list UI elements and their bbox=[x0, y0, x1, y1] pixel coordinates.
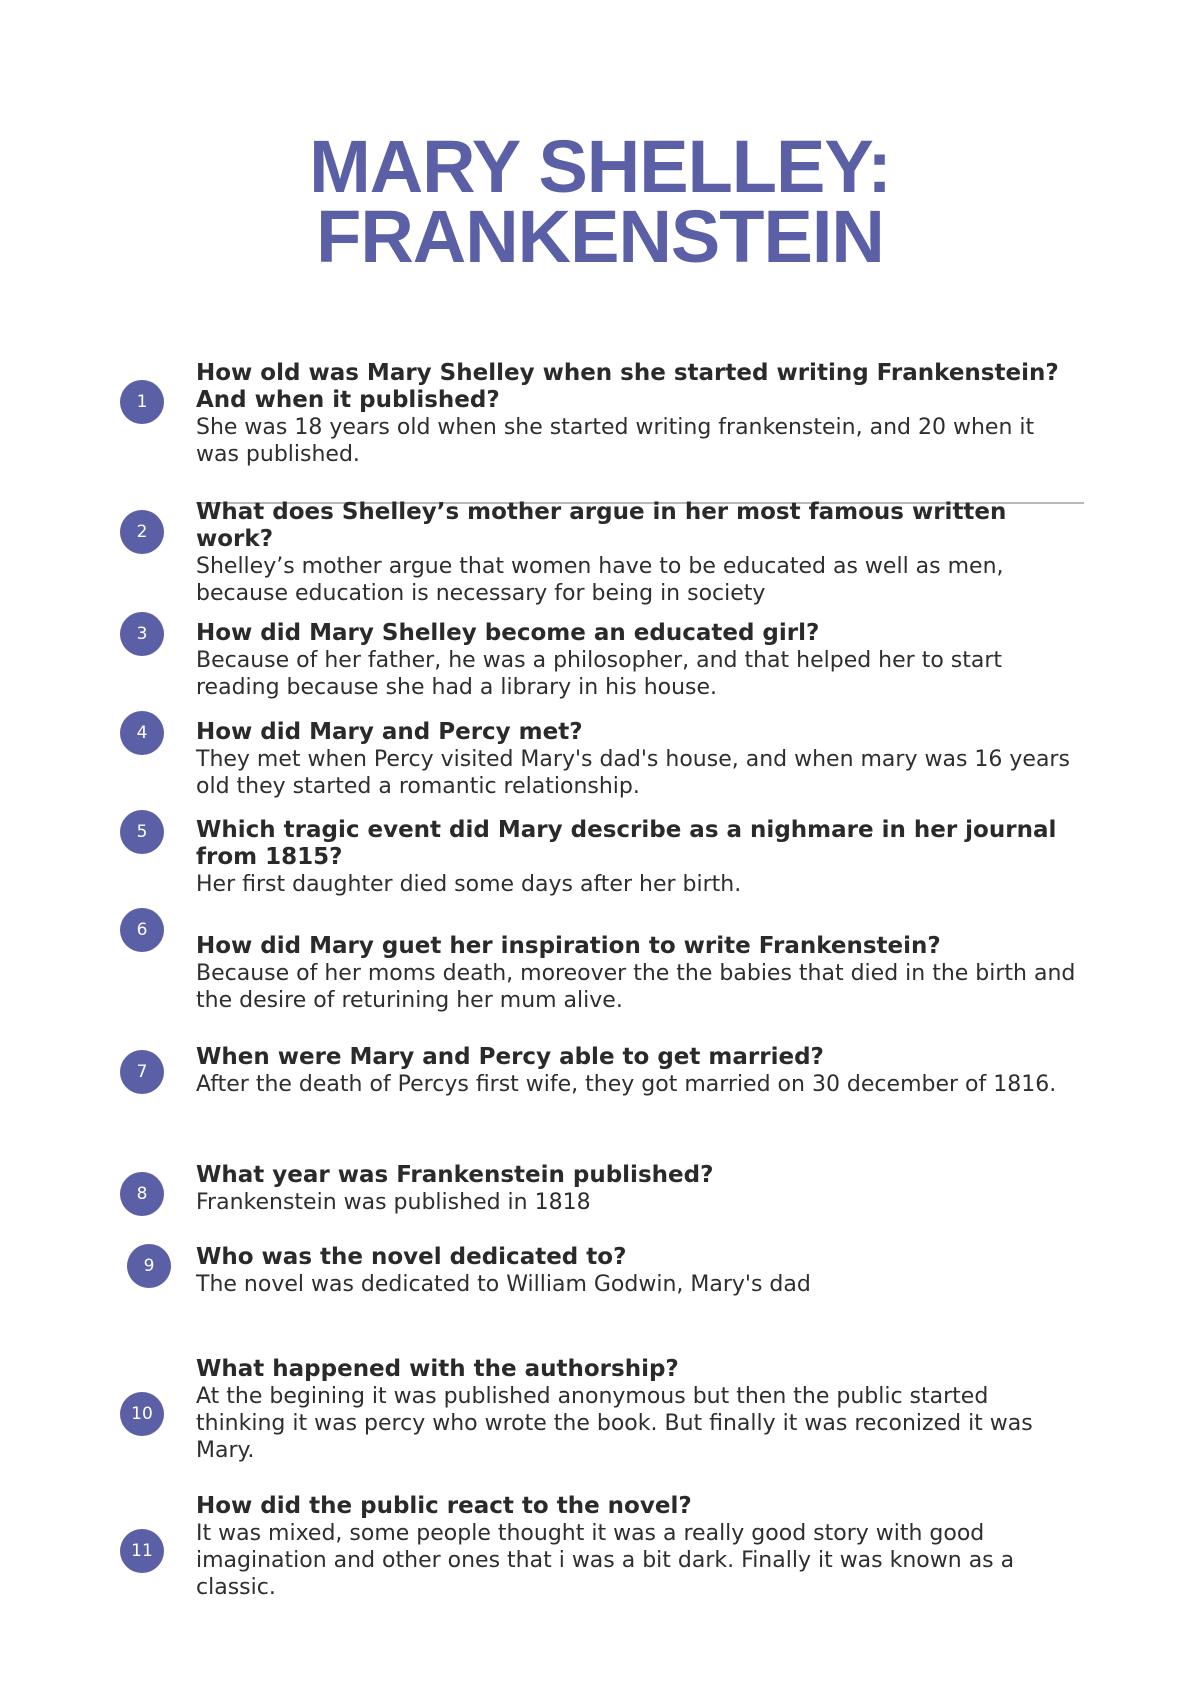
qa-text bbox=[196, 1244, 1076, 1298]
page-title bbox=[0, 125, 1200, 278]
answer: She was 18 years old when she started writing frankenstein, and 20 when it was published. bbox=[196, 415, 1035, 467]
answer: At the begining it was published anonymous but then the public started thinking it was percy who wrote the book. But finally it was reconized it was Mary. bbox=[196, 1384, 1033, 1463]
answer: Shelley’s mother argue that women have to be educated as well as men, because education is necessary for being in society bbox=[196, 554, 1004, 606]
number-badge: 8 bbox=[120, 1172, 164, 1216]
question: How old was Mary Shelley when she started writing Frankenstein? And when it published? bbox=[196, 360, 1059, 413]
question: What does Shelley’s mother argue in her most famous written work? bbox=[196, 499, 1007, 552]
qa-text bbox=[196, 499, 1076, 607]
qa-text bbox=[196, 817, 1076, 898]
question: What happened with the authorship? bbox=[196, 1356, 679, 1382]
number-badge: 5 bbox=[120, 810, 164, 854]
answer: They met when Percy visited Mary's dad's house, and when mary was 16 years old they started a romantic relationship. bbox=[196, 747, 1070, 799]
number-badge: 1 bbox=[120, 380, 164, 424]
number-badge: 10 bbox=[120, 1392, 164, 1436]
number-badge: 2 bbox=[120, 510, 164, 554]
qa-text bbox=[196, 719, 1076, 800]
number-badge: 6 bbox=[120, 908, 164, 952]
question: How did the public react to the novel? bbox=[196, 1493, 692, 1519]
question: What year was Frankenstein published? bbox=[196, 1162, 714, 1188]
number-badge: 7 bbox=[120, 1050, 164, 1094]
question: Who was the novel dedicated to? bbox=[196, 1244, 627, 1270]
question: When were Mary and Percy able to get married? bbox=[196, 1044, 824, 1070]
qa-text bbox=[196, 360, 1076, 468]
answer: Frankenstein was published in 1818 bbox=[196, 1190, 591, 1215]
answer: The novel was dedicated to William Godwin, Mary's dad bbox=[196, 1272, 811, 1297]
qa-text bbox=[196, 933, 1076, 1014]
question: Which tragic event did Mary describe as a nighmare in her journal from 1815? bbox=[196, 817, 1057, 870]
number-badge: 9 bbox=[127, 1244, 171, 1288]
answer: Because of her moms death, moreover the the babies that died in the birth and the desire of returining her mum alive. bbox=[196, 961, 1076, 1013]
answer: After the death of Percys first wife, they got married on 30 december of 1816. bbox=[196, 1072, 1057, 1097]
qa-text bbox=[196, 620, 1076, 701]
question: How did Mary guet her inspiration to write Frankenstein? bbox=[196, 933, 941, 959]
question: How did Mary Shelley become an educated girl? bbox=[196, 620, 820, 646]
answer: Her first daughter died some days after her birth. bbox=[196, 872, 742, 897]
number-badge: 11 bbox=[120, 1529, 164, 1573]
number-badge: 4 bbox=[120, 711, 164, 755]
answer: It was mixed, some people thought it was a really good story with good imagination and other ones that i was a bit dark. Finally it was known as a classic. bbox=[196, 1521, 1015, 1600]
answer: Because of her father, he was a philosopher, and that helped her to start reading because she had a library in his house. bbox=[196, 648, 1003, 700]
qa-text bbox=[196, 1044, 1076, 1098]
title-line-2: FRANKENSTEIN bbox=[316, 195, 884, 278]
number-badge: 3 bbox=[120, 612, 164, 656]
qa-text bbox=[196, 1162, 1076, 1216]
qa-text bbox=[196, 1493, 1076, 1601]
qa-text bbox=[196, 1356, 1076, 1464]
title-line-1: MARY SHELLEY: bbox=[309, 125, 891, 208]
question: How did Mary and Percy met? bbox=[196, 719, 583, 745]
